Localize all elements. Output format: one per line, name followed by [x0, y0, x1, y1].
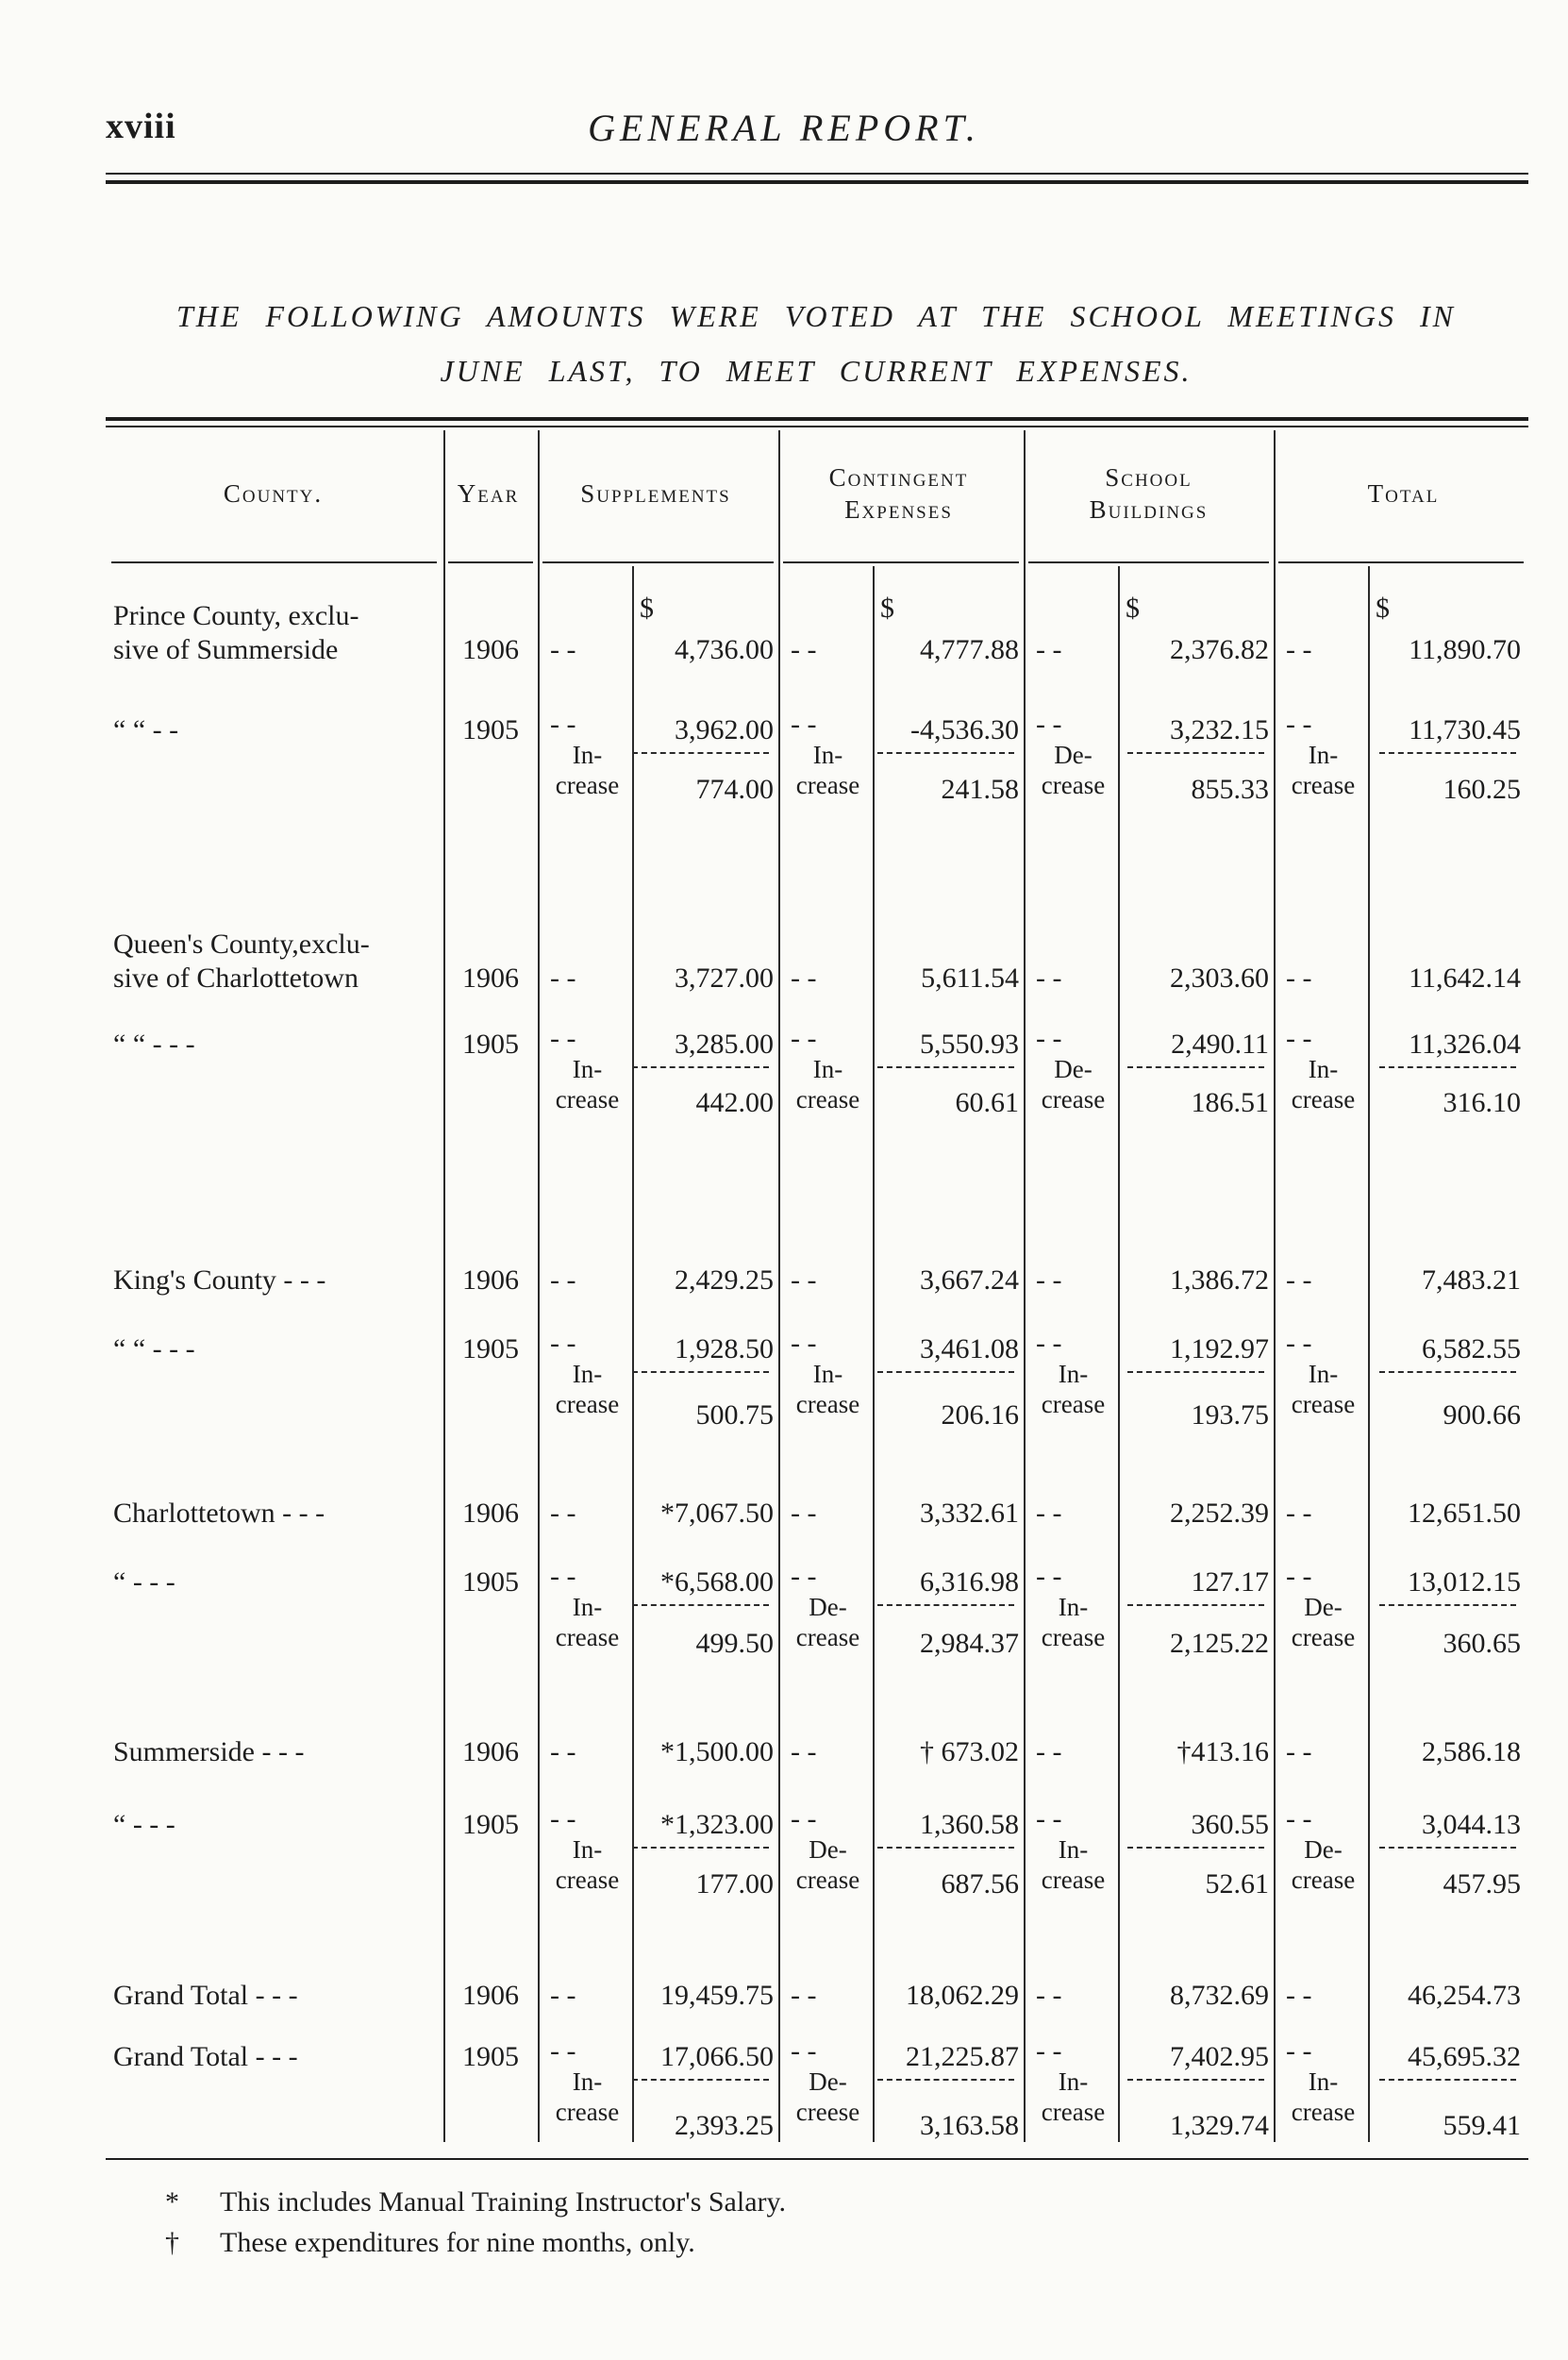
- sup-1906-value: 2,429.25: [675, 1264, 774, 1296]
- con-difference: 3,163.58: [920, 2110, 1019, 2141]
- sch-change-label-1: De-: [1054, 1055, 1093, 1083]
- dash-marker: - -: [1036, 709, 1062, 740]
- tot-difference: 559.41: [1443, 2110, 1521, 2141]
- year-1906: 1906: [462, 1980, 519, 2011]
- con-1905-value: 5,550.93: [920, 1029, 1019, 1060]
- dash-marker: - -: [791, 709, 817, 740]
- column-divider: [538, 430, 540, 2142]
- subtraction-rule: [632, 2079, 769, 2081]
- footnote-dagger: [165, 2225, 695, 2261]
- dash-marker: - -: [1036, 1803, 1062, 1834]
- sch-1905-value: 2,490.11: [1171, 1029, 1269, 1060]
- header-contingent-line-1: Contingent: [828, 463, 969, 492]
- tot-1906-value: 46,254.73: [1408, 1980, 1521, 2011]
- subtraction-rule: [1127, 1604, 1264, 1606]
- footnote-star-mark: *: [165, 2186, 179, 2218]
- header-total: Total: [1367, 479, 1440, 508]
- subtraction-rule: [1127, 1066, 1264, 1068]
- header-underline: [448, 561, 533, 563]
- sch-difference: 2,125.22: [1170, 1628, 1269, 1659]
- dash-marker: - -: [791, 634, 817, 665]
- sch-1906-value: †413.16: [1176, 1736, 1269, 1767]
- dollar-sign: $: [880, 593, 894, 624]
- con-1905-value: -4,536.30: [910, 714, 1019, 745]
- year-1905: 1905: [462, 714, 519, 745]
- subtraction-rule: [632, 1847, 769, 1849]
- tot-difference: 360.65: [1443, 1628, 1521, 1659]
- tot-change-label-2: crease: [1291, 1390, 1356, 1418]
- sch-1905-value: 360.55: [1191, 1809, 1269, 1840]
- dash-marker: - -: [550, 1803, 576, 1834]
- dash-marker: - -: [1036, 634, 1062, 665]
- con-change-label-1: In-: [812, 1055, 843, 1083]
- dash-marker: - -: [1036, 1980, 1062, 2011]
- sup-difference: 500.75: [695, 1399, 774, 1431]
- column-divider: [1274, 430, 1276, 2142]
- sch-change-label-2: crease: [1041, 1866, 1106, 1894]
- sch-change-label-1: De-: [1054, 741, 1093, 769]
- con-change-label-1: De-: [809, 1835, 847, 1864]
- dash-marker: - -: [550, 1498, 576, 1529]
- dash-marker: - -: [1036, 962, 1062, 994]
- sch-difference: 52.61: [1205, 1868, 1269, 1900]
- sup-change-label-1: In-: [572, 741, 603, 769]
- tot-change-label-1: In-: [1308, 1055, 1339, 1083]
- county-name: Charlottetown - - -: [113, 1498, 325, 1529]
- column-divider: [778, 430, 780, 2142]
- sch-change-label-2: crease: [1041, 1085, 1106, 1113]
- year-1905: 1905: [462, 2041, 519, 2072]
- year-1905: 1905: [462, 1809, 519, 1840]
- dollar-sign: $: [1126, 593, 1140, 624]
- con-change-label-2: crease: [795, 771, 860, 799]
- tot-1905-value: 11,326.04: [1409, 1029, 1521, 1060]
- dash-marker: - -: [1286, 709, 1312, 740]
- sch-1906-value: 2,252.39: [1170, 1498, 1269, 1529]
- county-name: Grand Total - - -: [113, 1980, 298, 2011]
- dash-marker: - -: [1286, 962, 1312, 994]
- con-1906-value: 4,777.88: [920, 634, 1019, 665]
- sup-1906-value: 19,459.75: [660, 1980, 774, 2011]
- dash-marker: - -: [1286, 634, 1312, 665]
- subtraction-rule: [1127, 1847, 1264, 1849]
- con-difference: 241.58: [941, 774, 1019, 805]
- table-bottom-rule: [106, 2158, 1528, 2160]
- county-ditto: “ - - -: [113, 1809, 175, 1840]
- county-name-line-1: Queen's County,exclu-: [113, 929, 370, 960]
- footnote-star: [165, 2184, 786, 2220]
- con-change-label-2: crease: [795, 1623, 860, 1651]
- dash-marker: - -: [550, 1023, 576, 1054]
- subtraction-rule: [1379, 1066, 1516, 1068]
- sch-1906-value: 2,303.60: [1170, 962, 1269, 994]
- sup-change-label-2: crease: [555, 771, 620, 799]
- subtraction-rule: [632, 1371, 769, 1373]
- page-number: xviii: [106, 107, 176, 146]
- con-1906-value: † 673.02: [920, 1736, 1019, 1767]
- header-underline: [111, 561, 437, 563]
- sup-change-label-1: In-: [572, 1055, 603, 1083]
- con-1906-value: 3,667.24: [920, 1264, 1019, 1296]
- header-underline: [1028, 561, 1269, 563]
- dash-marker: - -: [550, 962, 576, 994]
- tot-change-label-1: De-: [1304, 1593, 1343, 1621]
- subtraction-rule: [1379, 1604, 1516, 1606]
- sch-1905-value: 1,192.97: [1170, 1333, 1269, 1364]
- tot-1905-value: 3,044.13: [1422, 1809, 1521, 1840]
- con-change-label-2: crease: [795, 1085, 860, 1113]
- sup-change-label-1: In-: [572, 1593, 603, 1621]
- con-change-label-2: crease: [795, 1866, 860, 1894]
- dash-marker: - -: [550, 1264, 576, 1296]
- sup-change-label-2: crease: [555, 1085, 620, 1113]
- header-supplements: Supplements: [580, 479, 731, 508]
- con-1906-value: 18,062.29: [906, 1980, 1019, 2011]
- dash-marker: - -: [550, 634, 576, 665]
- dash-marker: - -: [1286, 1328, 1312, 1359]
- subtraction-rule: [1127, 752, 1264, 754]
- county-name: King's County - - -: [113, 1264, 326, 1296]
- sup-change-label-2: crease: [555, 1390, 620, 1418]
- subtraction-rule: [1379, 1847, 1516, 1849]
- subtraction-rule: [877, 2079, 1014, 2081]
- table-top-rule-thick: [106, 417, 1528, 421]
- year-1906: 1906: [462, 634, 519, 665]
- sch-difference: 1,329.74: [1170, 2110, 1269, 2141]
- dash-marker: - -: [550, 1980, 576, 2011]
- tot-1905-value: 45,695.32: [1408, 2041, 1521, 2072]
- dash-marker: - -: [1286, 1023, 1312, 1054]
- table-title-line-1: THE FOLLOWING AMOUNTS WERE VOTED AT THE SCHOOL MEETINGS IN: [175, 299, 1456, 333]
- subtraction-rule: [1379, 1371, 1516, 1373]
- tot-change-label-2: crease: [1291, 771, 1356, 799]
- dash-marker: - -: [550, 709, 576, 740]
- sup-difference: 177.00: [695, 1868, 774, 1900]
- footnote-star-text: This includes Manual Training Instructor's Salary.: [220, 2186, 787, 2218]
- dash-marker: - -: [791, 962, 817, 994]
- header-school-line-2: Buildings: [1089, 495, 1209, 524]
- subtraction-rule: [632, 1604, 769, 1606]
- tot-1905-value: 11,730.45: [1409, 714, 1521, 745]
- sup-1905-value: 1,928.50: [675, 1333, 774, 1364]
- dollar-sign: $: [640, 593, 654, 624]
- subtraction-rule: [1127, 2079, 1264, 2081]
- tot-difference: 160.25: [1443, 774, 1521, 805]
- con-1905-value: 21,225.87: [906, 2041, 1019, 2072]
- header-county: County.: [223, 479, 324, 508]
- county-ditto: “ “ - -: [113, 714, 179, 745]
- sup-change-label-1: In-: [572, 2067, 603, 2096]
- con-1905-value: 3,461.08: [920, 1333, 1019, 1364]
- con-change-label-1: De-: [809, 2067, 847, 2096]
- county-name-line-1: Prince County, exclu-: [113, 600, 359, 631]
- county-name-line-2: sive of Charlottetown: [113, 962, 359, 994]
- subtraction-rule: [1379, 2079, 1516, 2081]
- dash-marker: - -: [791, 1023, 817, 1054]
- tot-change-label-2: crease: [1291, 1866, 1356, 1894]
- sch-1905-value: 7,402.95: [1170, 2041, 1269, 2072]
- county-ditto: “ “ - - -: [113, 1333, 195, 1364]
- tot-difference: 900.66: [1443, 1399, 1521, 1431]
- con-1905-value: 6,316.98: [920, 1566, 1019, 1598]
- header-underline: [542, 561, 774, 563]
- sch-change-label-2: crease: [1041, 771, 1106, 799]
- dash-marker: - -: [1036, 1328, 1062, 1359]
- county-ditto: Grand Total - - -: [113, 2041, 298, 2072]
- dash-marker: - -: [1286, 1803, 1312, 1834]
- con-change-label-1: In-: [812, 741, 843, 769]
- sch-difference: 186.51: [1191, 1087, 1269, 1118]
- sup-1905-value: 3,285.00: [675, 1029, 774, 1060]
- sup-change-label-2: crease: [555, 1866, 620, 1894]
- header-school-line-1: School: [1105, 463, 1193, 492]
- con-1906-value: 3,332.61: [920, 1498, 1019, 1529]
- header-rule-thick: [106, 180, 1528, 184]
- sup-difference: 442.00: [695, 1087, 774, 1118]
- dash-marker: - -: [1036, 1023, 1062, 1054]
- sup-difference: 2,393.25: [675, 2110, 774, 2141]
- subtraction-rule: [877, 1371, 1014, 1373]
- subtraction-rule: [632, 752, 769, 754]
- sup-1905-value: *6,568.00: [660, 1566, 774, 1598]
- tot-change-label-2: crease: [1291, 2098, 1356, 2126]
- tot-difference: 457.95: [1443, 1868, 1521, 1900]
- subtraction-rule: [1379, 752, 1516, 754]
- sch-change-label-2: crease: [1041, 1390, 1106, 1418]
- tot-change-label-1: In-: [1308, 741, 1339, 769]
- dash-marker: - -: [1286, 1264, 1312, 1296]
- footnote-dagger-mark: †: [165, 2227, 179, 2258]
- dash-marker: - -: [1036, 2035, 1062, 2067]
- header-rule-thin: [106, 173, 1528, 175]
- tot-difference: 316.10: [1443, 1087, 1521, 1118]
- sup-change-label-1: In-: [572, 1835, 603, 1864]
- dash-marker: - -: [1036, 1736, 1062, 1767]
- sch-1906-value: 1,386.72: [1170, 1264, 1269, 1296]
- header-underline: [1278, 561, 1524, 563]
- sch-change-label-1: In-: [1058, 1360, 1089, 1388]
- dash-marker: - -: [1036, 1561, 1062, 1592]
- year-1905: 1905: [462, 1333, 519, 1364]
- con-difference: 687.56: [941, 1868, 1019, 1900]
- header-year: Year: [457, 479, 520, 508]
- sup-change-label-1: In-: [572, 1360, 603, 1388]
- tot-1906-value: 7,483.21: [1422, 1264, 1521, 1296]
- sup-change-label-2: crease: [555, 1623, 620, 1651]
- table-top-rule-thin: [106, 426, 1528, 427]
- con-difference: 2,984.37: [920, 1628, 1019, 1659]
- column-divider: [1024, 430, 1026, 2142]
- con-1905-value: 1,360.58: [920, 1809, 1019, 1840]
- subtraction-rule: [877, 752, 1014, 754]
- sup-1905-value: 17,066.50: [660, 2041, 774, 2072]
- dash-marker: - -: [1286, 1980, 1312, 2011]
- dash-marker: - -: [791, 1736, 817, 1767]
- year-1906: 1906: [462, 962, 519, 994]
- tot-1906-value: 11,642.14: [1409, 962, 1521, 994]
- dash-marker: - -: [550, 2035, 576, 2067]
- con-change-label-2: creese: [795, 2098, 860, 2126]
- county-ditto: “ “ - - -: [113, 1029, 195, 1060]
- dash-marker: - -: [1036, 1264, 1062, 1296]
- subtraction-rule: [877, 1847, 1014, 1849]
- tot-1906-value: 12,651.50: [1408, 1498, 1521, 1529]
- sup-1905-value: *1,323.00: [660, 1809, 774, 1840]
- sch-change-label-1: In-: [1058, 1593, 1089, 1621]
- dash-marker: - -: [791, 1264, 817, 1296]
- sch-difference: 855.33: [1191, 774, 1269, 805]
- dash-marker: - -: [1286, 1561, 1312, 1592]
- tot-1905-value: 6,582.55: [1422, 1333, 1521, 1364]
- tot-1906-value: 2,586.18: [1422, 1736, 1521, 1767]
- con-1906-value: 5,611.54: [921, 962, 1019, 994]
- sch-change-label-2: crease: [1041, 1623, 1106, 1651]
- con-change-label-1: In-: [812, 1360, 843, 1388]
- dash-marker: - -: [791, 1561, 817, 1592]
- sch-1906-value: 8,732.69: [1170, 1980, 1269, 2011]
- running-head: GENERAL REPORT.: [588, 107, 980, 149]
- year-1905: 1905: [462, 1029, 519, 1060]
- sup-1906-value: 4,736.00: [675, 634, 774, 665]
- year-1905: 1905: [462, 1566, 519, 1598]
- sup-difference: 499.50: [695, 1628, 774, 1659]
- sch-1906-value: 2,376.82: [1170, 634, 1269, 665]
- subtraction-rule: [877, 1066, 1014, 1068]
- dash-marker: - -: [791, 1328, 817, 1359]
- sch-difference: 193.75: [1191, 1399, 1269, 1431]
- dash-marker: - -: [1036, 1498, 1062, 1529]
- sup-difference: 774.00: [695, 774, 774, 805]
- year-1906: 1906: [462, 1498, 519, 1529]
- tot-change-label-2: crease: [1291, 1085, 1356, 1113]
- dash-marker: - -: [791, 1803, 817, 1834]
- tot-change-label-1: In-: [1308, 2067, 1339, 2096]
- subtraction-rule: [1127, 1371, 1264, 1373]
- subtraction-rule: [877, 1604, 1014, 1606]
- con-difference: 60.61: [955, 1087, 1019, 1118]
- tot-change-label-2: crease: [1291, 1623, 1356, 1651]
- county-name: Summerside - - -: [113, 1736, 305, 1767]
- header-contingent-line-2: Expenses: [844, 495, 953, 524]
- footnote-dagger-text: These expenditures for nine months, only.: [220, 2227, 695, 2258]
- tot-change-label-1: De-: [1304, 1835, 1343, 1864]
- dash-marker: - -: [791, 1498, 817, 1529]
- sup-1906-value: 3,727.00: [675, 962, 774, 994]
- sch-change-label-2: crease: [1041, 2098, 1106, 2126]
- sch-1905-value: 127.17: [1191, 1566, 1269, 1598]
- tot-change-label-1: In-: [1308, 1360, 1339, 1388]
- sup-change-label-2: crease: [555, 2098, 620, 2126]
- year-1906: 1906: [462, 1736, 519, 1767]
- dash-marker: - -: [1286, 2035, 1312, 2067]
- county-name-line-2: sive of Summerside: [113, 634, 339, 665]
- sup-1905-value: 3,962.00: [675, 714, 774, 745]
- subtraction-rule: [632, 1066, 769, 1068]
- sch-1905-value: 3,232.15: [1170, 714, 1269, 745]
- sup-1906-value: *7,067.50: [660, 1498, 774, 1529]
- sch-change-label-1: In-: [1058, 2067, 1089, 2096]
- con-difference: 206.16: [941, 1399, 1019, 1431]
- year-1906: 1906: [462, 1264, 519, 1296]
- tot-1906-value: 11,890.70: [1409, 634, 1521, 665]
- table-title-line-2: JUNE LAST, TO MEET CURRENT EXPENSES.: [440, 354, 1193, 388]
- dash-marker: - -: [550, 1328, 576, 1359]
- con-change-label-1: De-: [809, 1593, 847, 1621]
- dash-marker: - -: [791, 2035, 817, 2067]
- dash-marker: - -: [550, 1561, 576, 1592]
- sup-1906-value: *1,500.00: [660, 1736, 774, 1767]
- dollar-sign: $: [1376, 593, 1390, 624]
- header-underline: [783, 561, 1019, 563]
- dash-marker: - -: [550, 1736, 576, 1767]
- dash-marker: - -: [1286, 1736, 1312, 1767]
- tot-1905-value: 13,012.15: [1408, 1566, 1521, 1598]
- sch-change-label-1: In-: [1058, 1835, 1089, 1864]
- county-ditto: “ - - -: [113, 1566, 175, 1598]
- con-change-label-2: crease: [795, 1390, 860, 1418]
- dash-marker: - -: [791, 1980, 817, 2011]
- dash-marker: - -: [1286, 1498, 1312, 1529]
